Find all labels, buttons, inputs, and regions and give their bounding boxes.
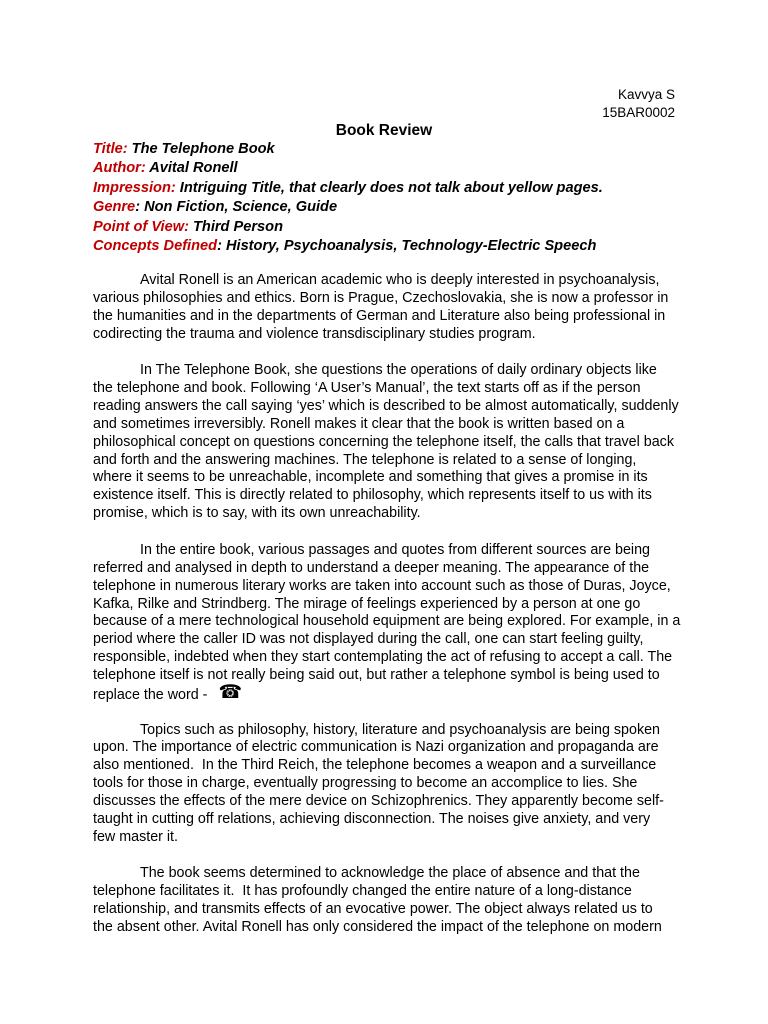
paragraph: [93, 865, 680, 936]
detail-value: Intriguing Title, that clearly does not talk about yellow pages.: [175, 179, 603, 196]
paragraph-line: [93, 901, 680, 919]
paragraph-line: [93, 649, 680, 667]
paragraph-line: [93, 326, 680, 344]
review-body: [93, 272, 680, 956]
line-text: responsible, indebted when they start contemplating the act of refusing to accept a call. The: [93, 649, 673, 666]
detail-value: : Non Fiction, Science, Guide: [135, 199, 338, 216]
paragraph-line: [93, 434, 680, 452]
line-text: various philosophies and ethics. Born is Prague, Czechoslovakia, she is now a professor in: [93, 289, 669, 306]
line-text: replace the word -: [93, 686, 208, 703]
paragraph-line: [93, 487, 680, 505]
paragraph-line: [93, 775, 680, 793]
line-text: promise, which is to say, with its own unreachability.: [93, 505, 421, 522]
detail-label: Point of View:: [93, 218, 189, 235]
line-text: period where the caller ID was not displayed during the call, one can start feeling guilty,: [93, 631, 644, 648]
telephone-icon: ☎: [218, 680, 243, 703]
paragraph-line: [93, 596, 680, 614]
line-text: taught in cutting off relations, achieving disconnection. The noises give anxiety, and very: [93, 810, 651, 827]
paragraph-line: [93, 272, 680, 290]
paragraph-line: [93, 811, 680, 829]
paragraph-line: [93, 919, 680, 937]
line-text: reading answers the call saying ‘yes’ which is described to be almost automatically, suddenly: [93, 398, 679, 415]
paragraph-line: [93, 613, 680, 631]
detail-value: Third Person: [188, 218, 283, 235]
line-text: existence itself. This is directly related to philosophy, which represents itself to us with its: [93, 487, 652, 504]
paragraph-line: [93, 416, 680, 434]
author-info: [602, 86, 675, 121]
paragraph-line: [93, 578, 680, 596]
paragraph-line: [93, 757, 680, 775]
paragraph: [93, 542, 680, 703]
line-text: In The Telephone Book, she questions the operations of daily ordinary objects like: [140, 362, 657, 379]
line-text: and sometimes irreversibly. Ronell makes it clear that the book is written based on a: [93, 415, 625, 432]
paragraph-line: [93, 739, 680, 757]
line-text: the telephone and book. Following ‘A User’s Manual’, the text starts off as if the person: [93, 380, 641, 397]
paragraph-line: [93, 560, 680, 578]
paragraph-line: [93, 505, 680, 523]
student-name: Kavvya S: [617, 87, 675, 102]
detail-label: Concepts Defined: [93, 237, 218, 254]
paragraph: [93, 722, 680, 847]
line-text: Kafka, Rilke and Strindberg. The mirage of feelings experienced by a person at one go: [93, 595, 641, 612]
line-text: relationship, and transmits effects of an evocative power. The object always related us to: [93, 901, 653, 918]
paragraph: [93, 272, 680, 343]
detail-value: The Telephone Book: [127, 141, 275, 157]
detail-value: : History, Psychoanalysis, Technology-Electric Speech: [217, 237, 597, 254]
detail-label: Title:: [93, 141, 128, 157]
paragraph-line: [93, 469, 680, 487]
paragraph-line: [93, 542, 680, 560]
paragraph: [93, 362, 680, 523]
review-heading: Book Review: [335, 122, 433, 139]
paragraph-line: [93, 631, 680, 649]
line-text: the humanities and in the departments of German and Literature also being professional in: [93, 307, 666, 324]
paragraph-line: [93, 829, 680, 847]
paragraph-line: [93, 398, 680, 416]
line-text: Topics such as philosophy, history, literature and psychoanalysis are being spoken: [140, 721, 661, 738]
line-text: telephone itself is not really being said out, but rather a telephone symbol is being used to: [93, 666, 660, 683]
line-text: The book seems determined to acknowledge the place of absence and that the: [140, 865, 640, 882]
line-text: the absent other. Avital Ronell has only considered the impact of the telephone on modern: [93, 919, 662, 935]
detail-row-title: [93, 140, 603, 159]
detail-value: Avital Ronell: [145, 160, 238, 177]
detail-label: Author:: [93, 160, 146, 177]
detail-row-concepts: [93, 237, 603, 256]
paragraph-line: [93, 722, 680, 740]
line-text: because of a mere technological household equipment are being explored. For example, in a: [93, 613, 681, 630]
line-text: Avital Ronell is an American academic who is deeply interested in psychoanalysis,: [140, 272, 660, 288]
paragraph-line: [93, 290, 680, 308]
paragraph-line: [93, 308, 680, 326]
paragraph-line: [93, 865, 680, 883]
line-text: few master it.: [93, 828, 179, 845]
paragraph-line: [93, 362, 680, 380]
line-text: tools for those in charge, eventually progressing to become an accomplice to lies. She: [93, 775, 638, 792]
student-id: 15BAR0002: [602, 104, 675, 120]
line-text: telephone in numerous literary works are taken into account such as those of Duras, Joyce,: [93, 577, 671, 594]
line-text: upon. The importance of electric communication is Nazi organization and propaganda are: [93, 739, 659, 756]
line-text: referred and analysed in depth to understand a deeper meaning. The appearance of the: [93, 559, 650, 576]
paragraph-line: [93, 793, 680, 811]
paragraph-line: [93, 883, 680, 901]
line-text: In the entire book, various passages and quotes from different sources are being: [140, 541, 650, 558]
line-text: and forth and the answering machines. The telephone is related to a sense of longing,: [93, 451, 637, 468]
line-text: philosophical concept on questions concerning the telephone itself, the calls that travel back: [93, 433, 674, 450]
line-text: discusses the effects of the mere device on Schizophrenics. They apparently become self-: [93, 792, 664, 809]
paragraph-line: [93, 667, 680, 685]
line-text: where it seems to be unreachable, incomplete and something that gives a promise in its: [93, 469, 648, 486]
line-text: also mentioned. In the Third Reich, the telephone becomes a weapon and a surveillance: [93, 757, 657, 774]
paragraph-line: [93, 380, 680, 398]
detail-label: Genre: [93, 199, 136, 216]
paragraph-line: [93, 452, 680, 470]
detail-row-author: [93, 159, 603, 178]
detail-row-point-of-view: [93, 218, 603, 237]
line-text: telephone facilitates it. It has profoundly changed the entire nature of a long-distance: [93, 883, 632, 900]
line-text: codirecting the trauma and violence transdisciplinary studies program.: [93, 325, 536, 342]
detail-label: Impression:: [93, 179, 176, 196]
detail-row-genre: [93, 198, 603, 217]
detail-row-impression: [93, 179, 603, 198]
paragraph-line: [93, 680, 680, 703]
review-details: [93, 140, 603, 256]
